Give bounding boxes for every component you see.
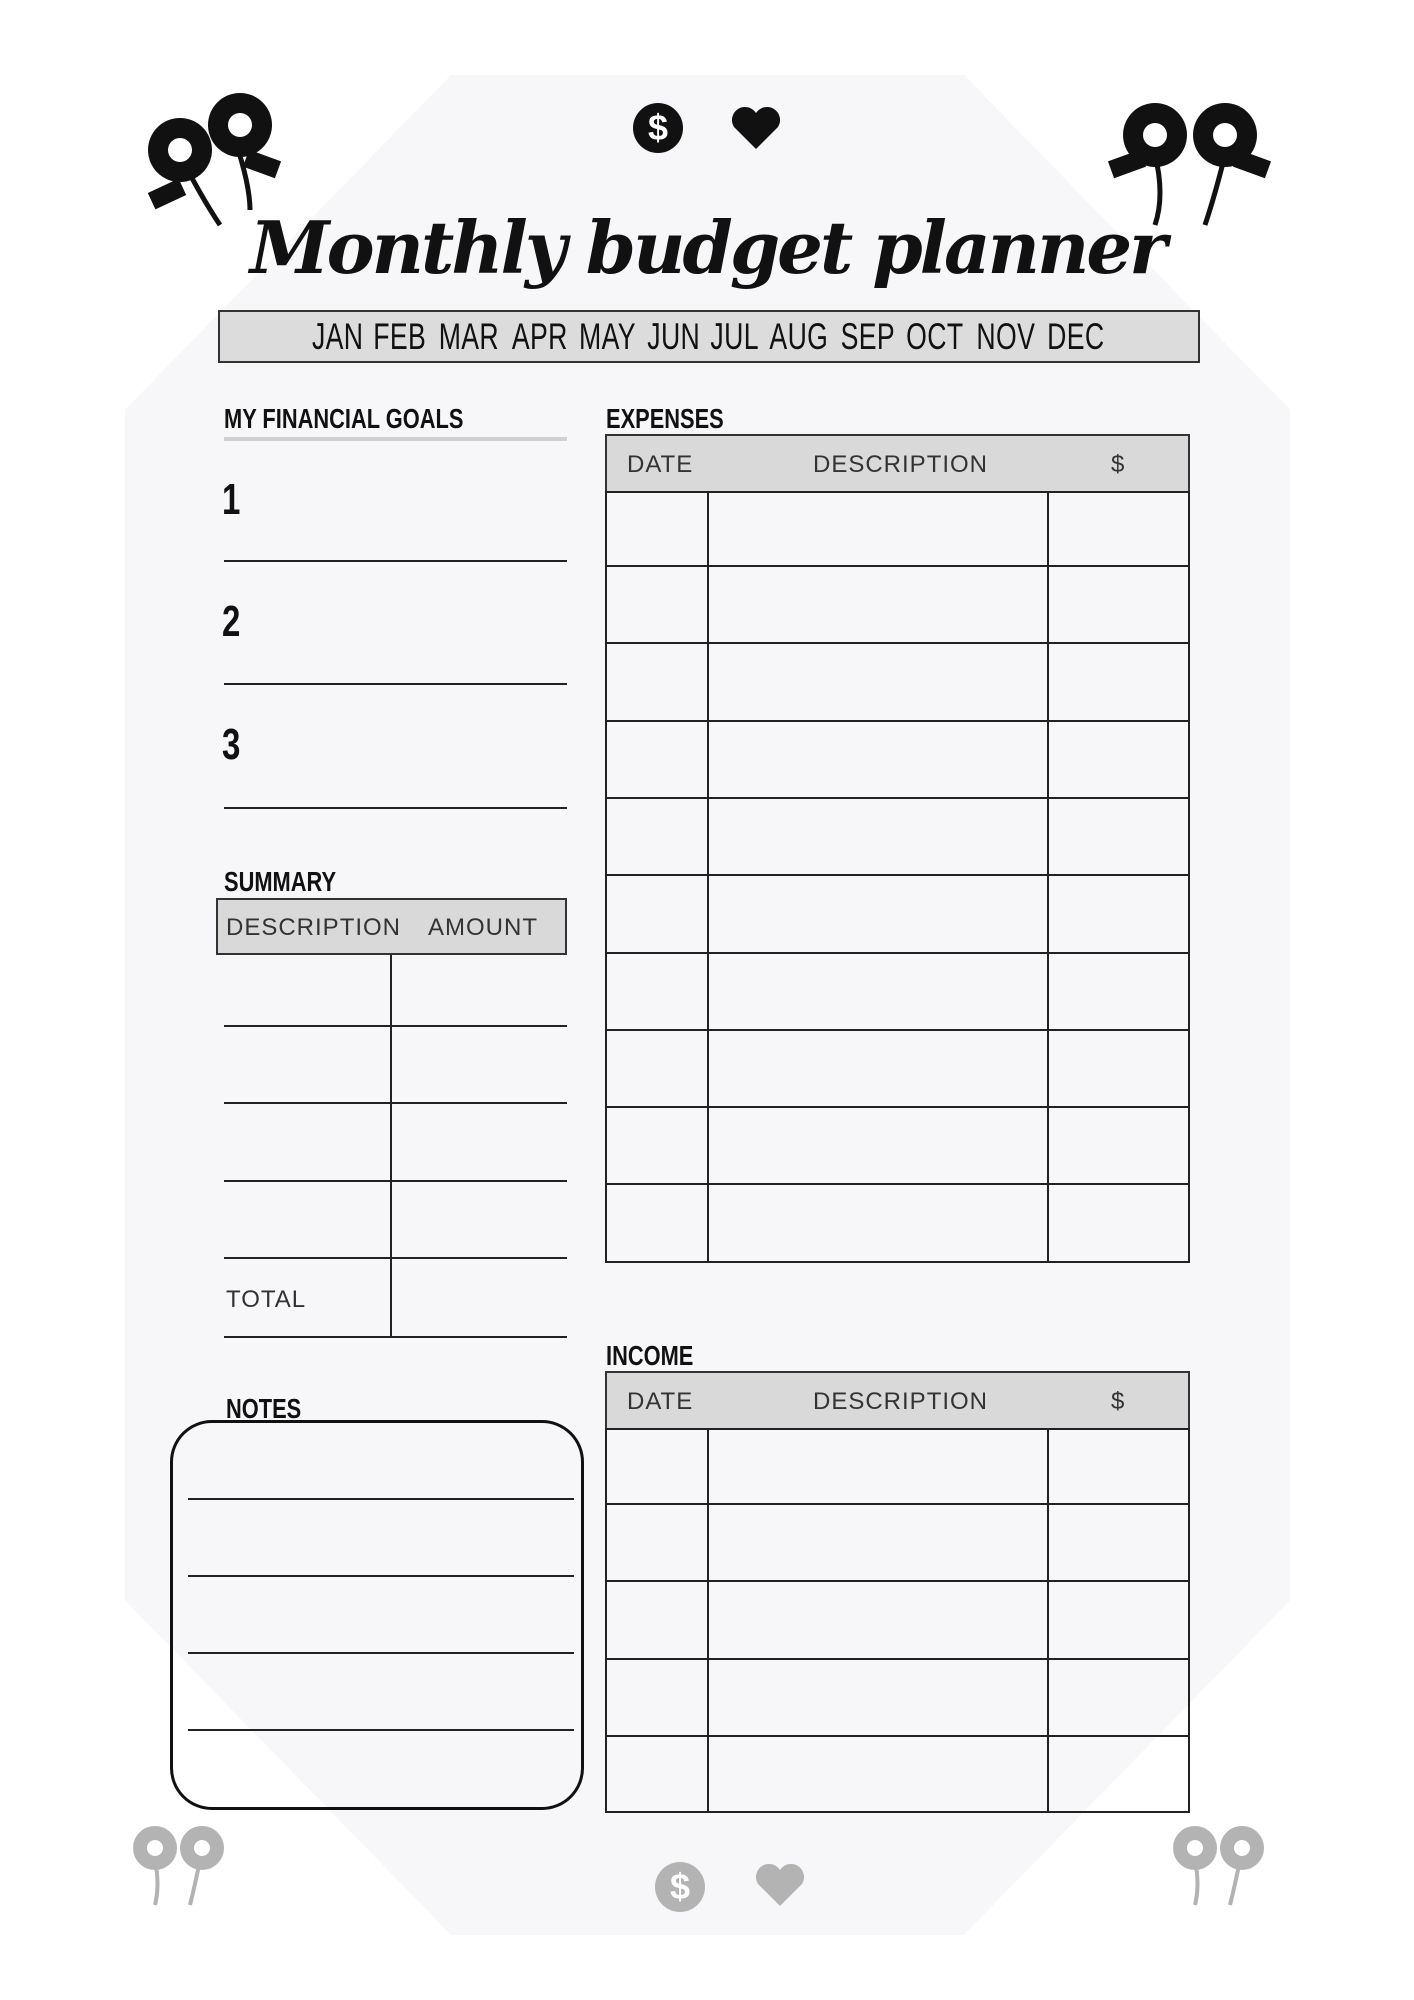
goal-number-3: 3 [222,720,241,769]
notes-heading: NOTES [226,1393,302,1424]
notes-line [188,1652,574,1654]
table-row [607,720,1188,722]
goals-underline [224,437,567,441]
month-sep[interactable]: SEP [840,315,895,357]
summary-row-line[interactable] [224,1257,567,1259]
month-jun[interactable]: JUN [647,315,701,357]
table-row [607,1735,1188,1737]
expenses-col-amount: $ [1111,451,1126,478]
month-apr[interactable]: APR [511,315,568,357]
table-row [607,1029,1188,1031]
month-aug[interactable]: AUG [769,315,829,357]
expenses-table-header [605,434,1190,493]
dollar-coin-icon: $ [655,1862,705,1912]
table-row [607,797,1188,799]
table-row [607,1106,1188,1108]
summary-row-line[interactable] [224,1102,567,1104]
table-row [607,1580,1188,1582]
notes-box[interactable] [170,1420,584,1810]
income-table-body[interactable] [605,1428,1190,1813]
expenses-table-body[interactable] [605,491,1190,1263]
table-row [607,952,1188,954]
table-row [607,1658,1188,1660]
goal-line-1[interactable] [224,560,567,562]
table-row [607,1503,1188,1505]
income-col-date: DATE [627,1388,694,1415]
flower-bouquet-icon [120,1820,240,1910]
financial-goals-heading: MY FINANCIAL GOALS [224,403,464,434]
table-row [607,874,1188,876]
table-row [607,642,1188,644]
income-col-description: DESCRIPTION [813,1388,989,1415]
summary-row-line[interactable] [224,1180,567,1182]
summary-row-line[interactable] [224,1025,567,1027]
expenses-col-date: DATE [627,451,694,478]
month-selector-bar [218,310,1200,363]
heart-icon [754,1862,806,1908]
month-jan[interactable]: JAN [311,315,364,357]
table-row [607,565,1188,567]
goal-number-2: 2 [222,597,241,646]
expenses-heading: EXPENSES [606,403,724,434]
heart-icon [730,105,782,151]
page-title: Monthly budget planner [249,205,1165,290]
summary-total-label: TOTAL [226,1286,307,1313]
summary-column-divider [390,955,392,1338]
income-col-amount: $ [1111,1388,1126,1415]
flower-bouquet-icon [1160,1820,1280,1910]
summary-col-description: DESCRIPTION [226,914,402,941]
goal-line-3[interactable] [224,807,567,809]
dollar-coin-icon: $ [633,103,683,153]
notes-line [188,1729,574,1731]
table-row [607,1183,1188,1185]
month-mar[interactable]: MAR [438,315,499,357]
notes-line [188,1575,574,1577]
month-dec[interactable]: DEC [1047,315,1105,357]
month-nov[interactable]: NOV [976,315,1035,357]
summary-table-header [216,898,567,955]
notes-line [188,1498,574,1500]
expenses-col-description: DESCRIPTION [813,451,989,478]
month-may[interactable]: MAY [579,315,637,357]
summary-heading: SUMMARY [224,866,337,897]
goal-line-2[interactable] [224,683,567,685]
summary-col-amount: AMOUNT [428,914,538,941]
goal-number-1: 1 [222,475,241,524]
month-feb[interactable]: FEB [373,315,427,357]
income-table-header [605,1371,1190,1430]
month-jul[interactable]: JUL [709,315,759,357]
month-oct[interactable]: OCT [906,315,964,357]
income-heading: INCOME [606,1340,694,1371]
summary-total-line[interactable] [224,1336,567,1338]
